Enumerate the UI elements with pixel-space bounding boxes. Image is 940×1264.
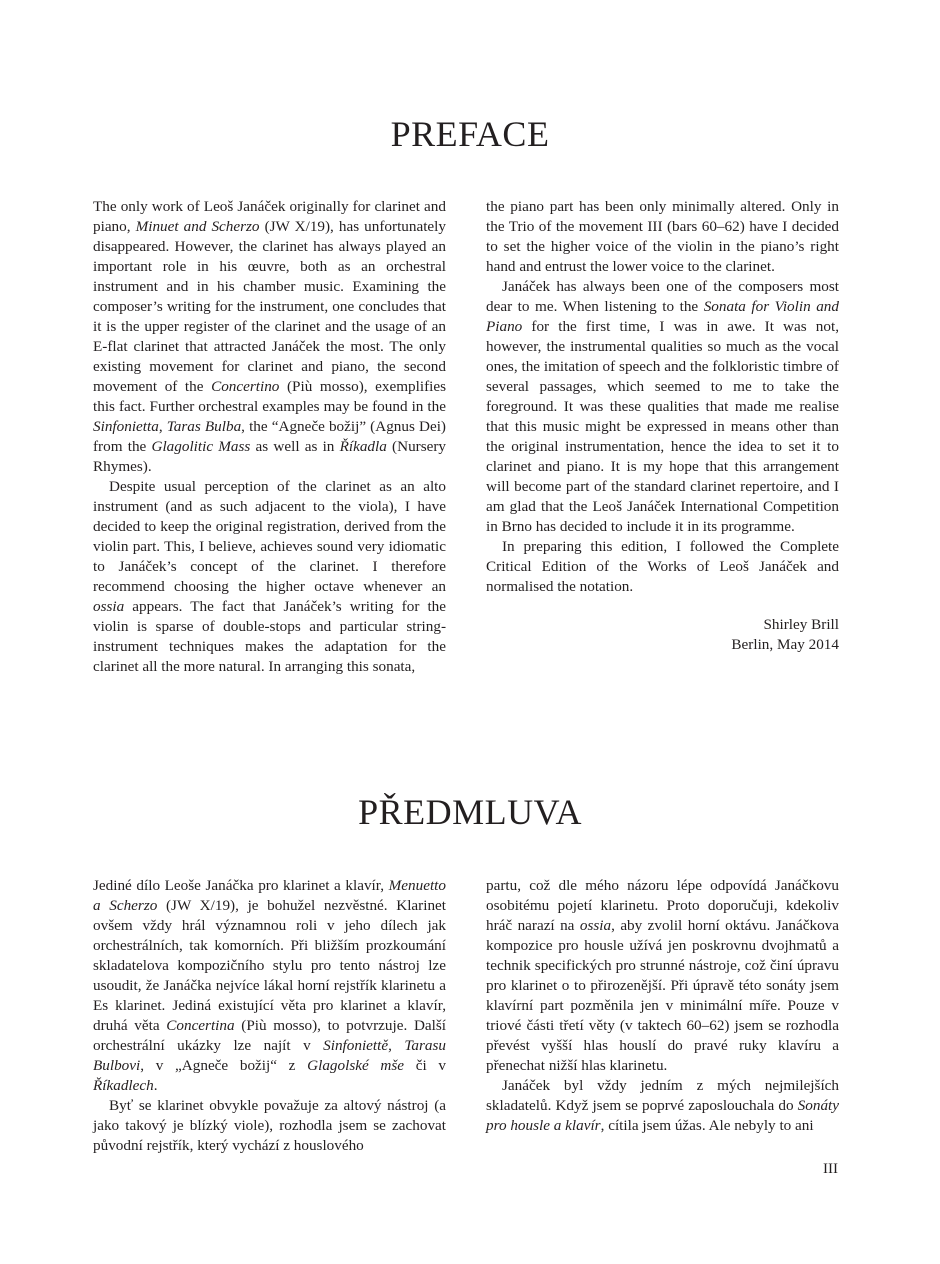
page-number: III (823, 1161, 838, 1177)
predmluva-title: PŘEDMLUVA (358, 792, 582, 832)
predmluva-left-column (93, 876, 446, 1156)
signature-name: Shirley Brill (763, 616, 839, 633)
paragraph: Janáček has always been one of the composers most dear to me. When listening to the Sonata for Violin and Piano for the first time, I was in awe. It was not, however, the instrumental qualities so much as the vocal ones, the imitation of speech and the folkloristic timbre of several passages, which seemed to me to take the foreground. It was these qualities that made me realise that this music might be expressed in means other than the original instrumentation, hence the idea to set it to clarinet and piano. It is my hope that this arrangement will become part of the standard clarinet repertoire, and I am glad that the Leoš Janáček International Competition in Brno has decided to include it in its programme. (486, 278, 839, 535)
paragraph: In preparing this edition, I followed the Complete Critical Edition of the Works of Leoš Janáček and normalised the notation. (486, 538, 839, 595)
paragraph: Byť se klarinet obvykle považuje za altový nástroj (a jako takový je blízký viole), rozhodla jsem se zachovat původní rejstřík, který vychází z houslového (93, 1097, 446, 1154)
paragraph: the piano part has been only minimally altered. Only in the Trio of the movement III (bars 60–62) have I decided to set the higher voice of the violin in the piano’s right hand and entrust the lower voice to the clarinet. (486, 198, 839, 275)
preface-title: PREFACE (390, 114, 550, 154)
paragraph: Janáček byl vždy jedním z mých nejmilejších skladatelů. Když jsem se poprvé zaposlouchala do Sonáty pro housle a klavír, cítila jsem úžas. Ale nebyly to ani (486, 1077, 839, 1134)
paragraph: The only work of Leoš Janáček originally for clarinet and piano, Minuet and Scherzo (JW X/19), has unfortunately disappeared. However, the clarinet has always played an important role in his œuvre, both as an orchestral instrument and in his chamber music. Examining the composer’s writing for the instrument, one concludes that it is the upper register of the clarinet and the usage of an E-flat clarinet that attracted Janáček the most. The only existing movement for clarinet and piano, the second movement of the Concertino (Più mosso), exemplifies this fact. Further orchestral examples may be found in the Sinfonietta, Taras Bulba, the “Agneče božij” (Agnus Dei) from the Glagolitic Mass as well as in Říkadla (Nursery Rhymes). (93, 198, 447, 475)
signature-block (486, 615, 839, 655)
paragraph: partu, což dle mého názoru lépe odpovídá Janáčkovu osobitému pojetí klarinetu. Proto doporučuji, kdekoliv hráč narazí na ossia, aby zvolil horní oktávu. Janáčkova kompozice pro housle užívá jen poskrovnu dvojhmatů a technik specifických pro strunné nástroje, což činí úpravu pro klarinet o to přirozenější. Při úpravě této sonáty jsem klavírní part pozměnila jen v minimální míře. Pouze v triové části třetí věty (v taktech 60–62) jsem se rozhodla převést vyšší hlas houslí do pravé ruky klavíru a přenechat nižší hlas klarinetu. (486, 877, 839, 1074)
paragraph: Jediné dílo Leoše Janáčka pro klarinet a klavír, Menuetto a Scherzo (JW X/19), je bohužel nezvěstné. Klarinet ovšem vždy hrál významnou roli v jeho dílech jak orchestrálních, tak komorních. Při bližším prozkoumání skladatelova kompozičního stylu pro tento nástroj lze usoudit, že Janáčka nejvíce lákal horní rejstřík klarinetu a Es klarinet. Jediná existující věta pro klarinet a klavír, druhá věta Concertina (Più mosso), to potvrzuje. Další orchestrální ukázky lze najít v Sinfoniettě, Tarasu Bulbovi, v „Agneče božij“ z Glagolské mše či v Říkadlech. (93, 877, 447, 1094)
paragraph: Despite usual perception of the clarinet as an alto instrument (and as such adjacent to the viola), I have decided to keep the original registration, derived from the violin part. This, I believe, achieves sound very idiomatic to Janáček’s concept of the clarinet. I therefore recommend choosing the higher octave whenever an ossia appears. The fact that Janáček’s writing for the violin is sparse of double-stops and particular string-instrument techniques makes the adaptation for the clarinet all the more natural. In arranging this sonata, (93, 478, 446, 675)
signature-place: Berlin, May 2014 (731, 636, 839, 653)
predmluva-right-column (486, 876, 839, 1136)
preface-right-column (486, 197, 839, 655)
preface-left-column (93, 197, 446, 677)
